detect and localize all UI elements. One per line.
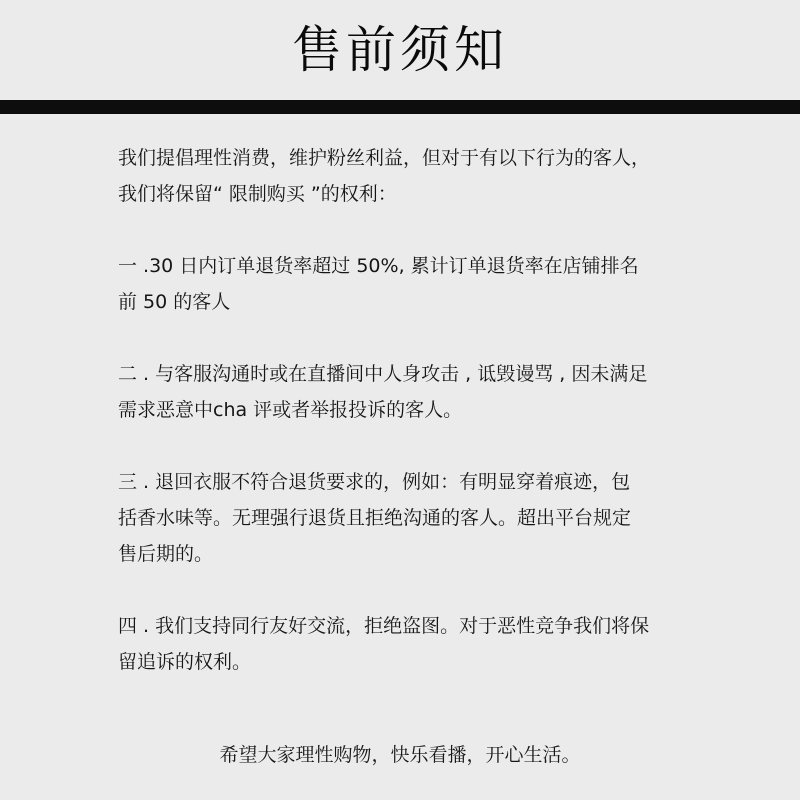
- page-title: 售前须知: [292, 21, 508, 79]
- rule-line: 售后期的。: [118, 543, 214, 565]
- rule-item-1: [118, 248, 718, 320]
- rule-line: 三 . 退回衣服不符合退货要求的，例如：有明显穿着痕迹，包: [118, 471, 631, 493]
- rule-line: 留追诉的权利。: [118, 651, 252, 673]
- intro-line: 我们将保留“ 限制购买 ”的权利：: [118, 183, 397, 205]
- rule-line: 二 . 与客服沟通时或在直播间中人身攻击 , 诋毁谩骂 , 因未满足: [118, 363, 648, 385]
- intro-paragraph: [118, 140, 718, 212]
- rule-item-3: [118, 464, 718, 572]
- rule-line: 前 50 的客人: [118, 291, 231, 313]
- rule-item-2: [118, 356, 718, 428]
- notice-content: [118, 140, 718, 680]
- header-divider: [0, 100, 800, 114]
- spacer: [118, 320, 718, 356]
- spacer: [118, 428, 718, 464]
- rule-line: 四 . 我们支持同行友好交流，拒绝盗图。对于恶性竞争我们将保: [118, 615, 650, 637]
- rule-line: 括香水味等。无理强行退货且拒绝沟通的客人。超出平台规定: [118, 507, 632, 529]
- closing-message: 希望大家理性购物，快乐看播，开心生活。: [219, 744, 581, 766]
- rule-item-4: [118, 608, 718, 680]
- spacer: [118, 572, 718, 608]
- intro-line: 我们提倡理性消费，维护粉丝利益，但对于有以下行为的客人，: [118, 147, 651, 169]
- rule-line: 一 .30 日内订单退货率超过 50%, 累计订单退货率在店铺排名: [118, 255, 639, 277]
- spacer: [118, 212, 718, 248]
- rule-line: 需求恶意中cha 评或者举报投诉的客人。: [118, 399, 463, 421]
